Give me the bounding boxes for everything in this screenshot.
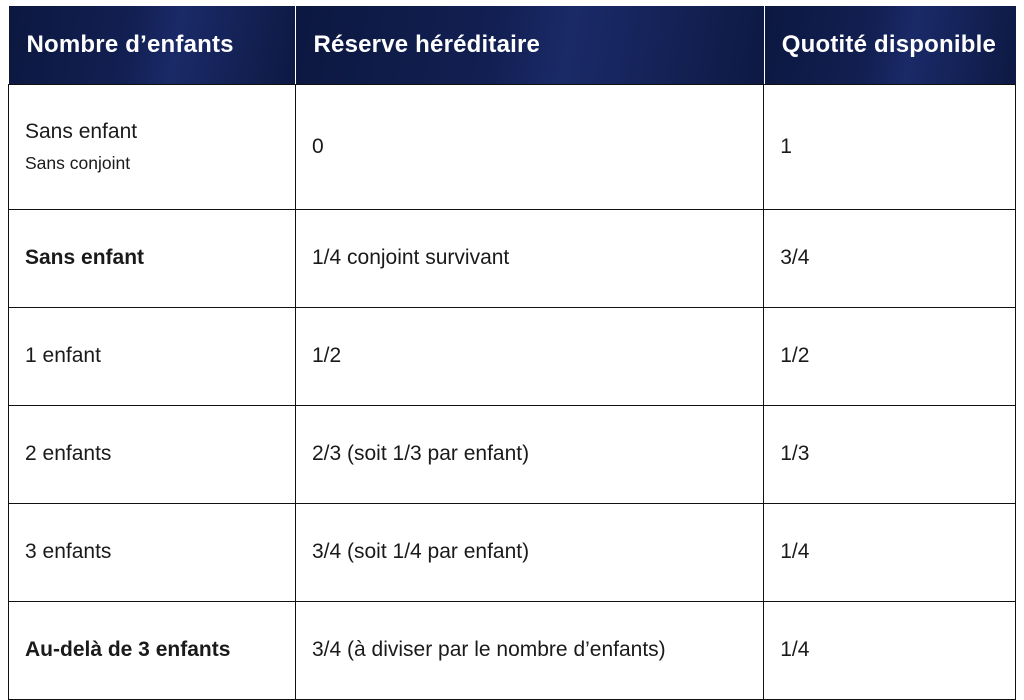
cell-reserve-hereditaire: 3/4 (soit 1/4 par enfant) <box>295 503 763 601</box>
column-header-nombre-enfants: Nombre d’enfants <box>9 6 296 84</box>
heritage-table <box>8 6 1016 700</box>
table-body <box>9 84 1016 699</box>
column-header-reserve-hereditaire: Réserve héréditaire <box>295 6 763 84</box>
cell-nombre-enfants: Au-delà de 3 enfants <box>9 601 296 699</box>
cell-reserve-hereditaire: 1/2 <box>295 307 763 405</box>
table-header <box>9 6 1016 84</box>
cell-quotite-disponible: 1/3 <box>764 405 1016 503</box>
table-row <box>9 307 1016 405</box>
cell-quotite-disponible: 1 <box>764 84 1016 209</box>
table-row <box>9 84 1016 209</box>
table-row <box>9 601 1016 699</box>
cell-nombre-enfants <box>9 84 296 209</box>
cell-reserve-hereditaire: 1/4 conjoint survivant <box>295 209 763 307</box>
cell-reserve-hereditaire: 0 <box>295 84 763 209</box>
cell-sub-text: Sans conjoint <box>25 153 131 174</box>
column-header-quotite-disponible: Quotité disponible <box>764 6 1016 84</box>
table-row <box>9 503 1016 601</box>
table-row <box>9 405 1016 503</box>
cell-quotite-disponible: 1/4 <box>764 601 1016 699</box>
table-row <box>9 209 1016 307</box>
cell-main-text: Sans enfant <box>25 119 138 143</box>
cell-reserve-hereditaire: 2/3 (soit 1/3 par enfant) <box>295 405 763 503</box>
table-header-row <box>9 6 1016 84</box>
cell-nombre-enfants: Sans enfant <box>9 209 296 307</box>
cell-nombre-enfants: 1 enfant <box>9 307 296 405</box>
cell-quotite-disponible: 1/4 <box>764 503 1016 601</box>
cell-reserve-hereditaire: 3/4 (à diviser par le nombre d’enfants) <box>295 601 763 699</box>
cell-nombre-enfants: 3 enfants <box>9 503 296 601</box>
cell-quotite-disponible: 3/4 <box>764 209 1016 307</box>
cell-quotite-disponible: 1/2 <box>764 307 1016 405</box>
cell-nombre-enfants: 2 enfants <box>9 405 296 503</box>
